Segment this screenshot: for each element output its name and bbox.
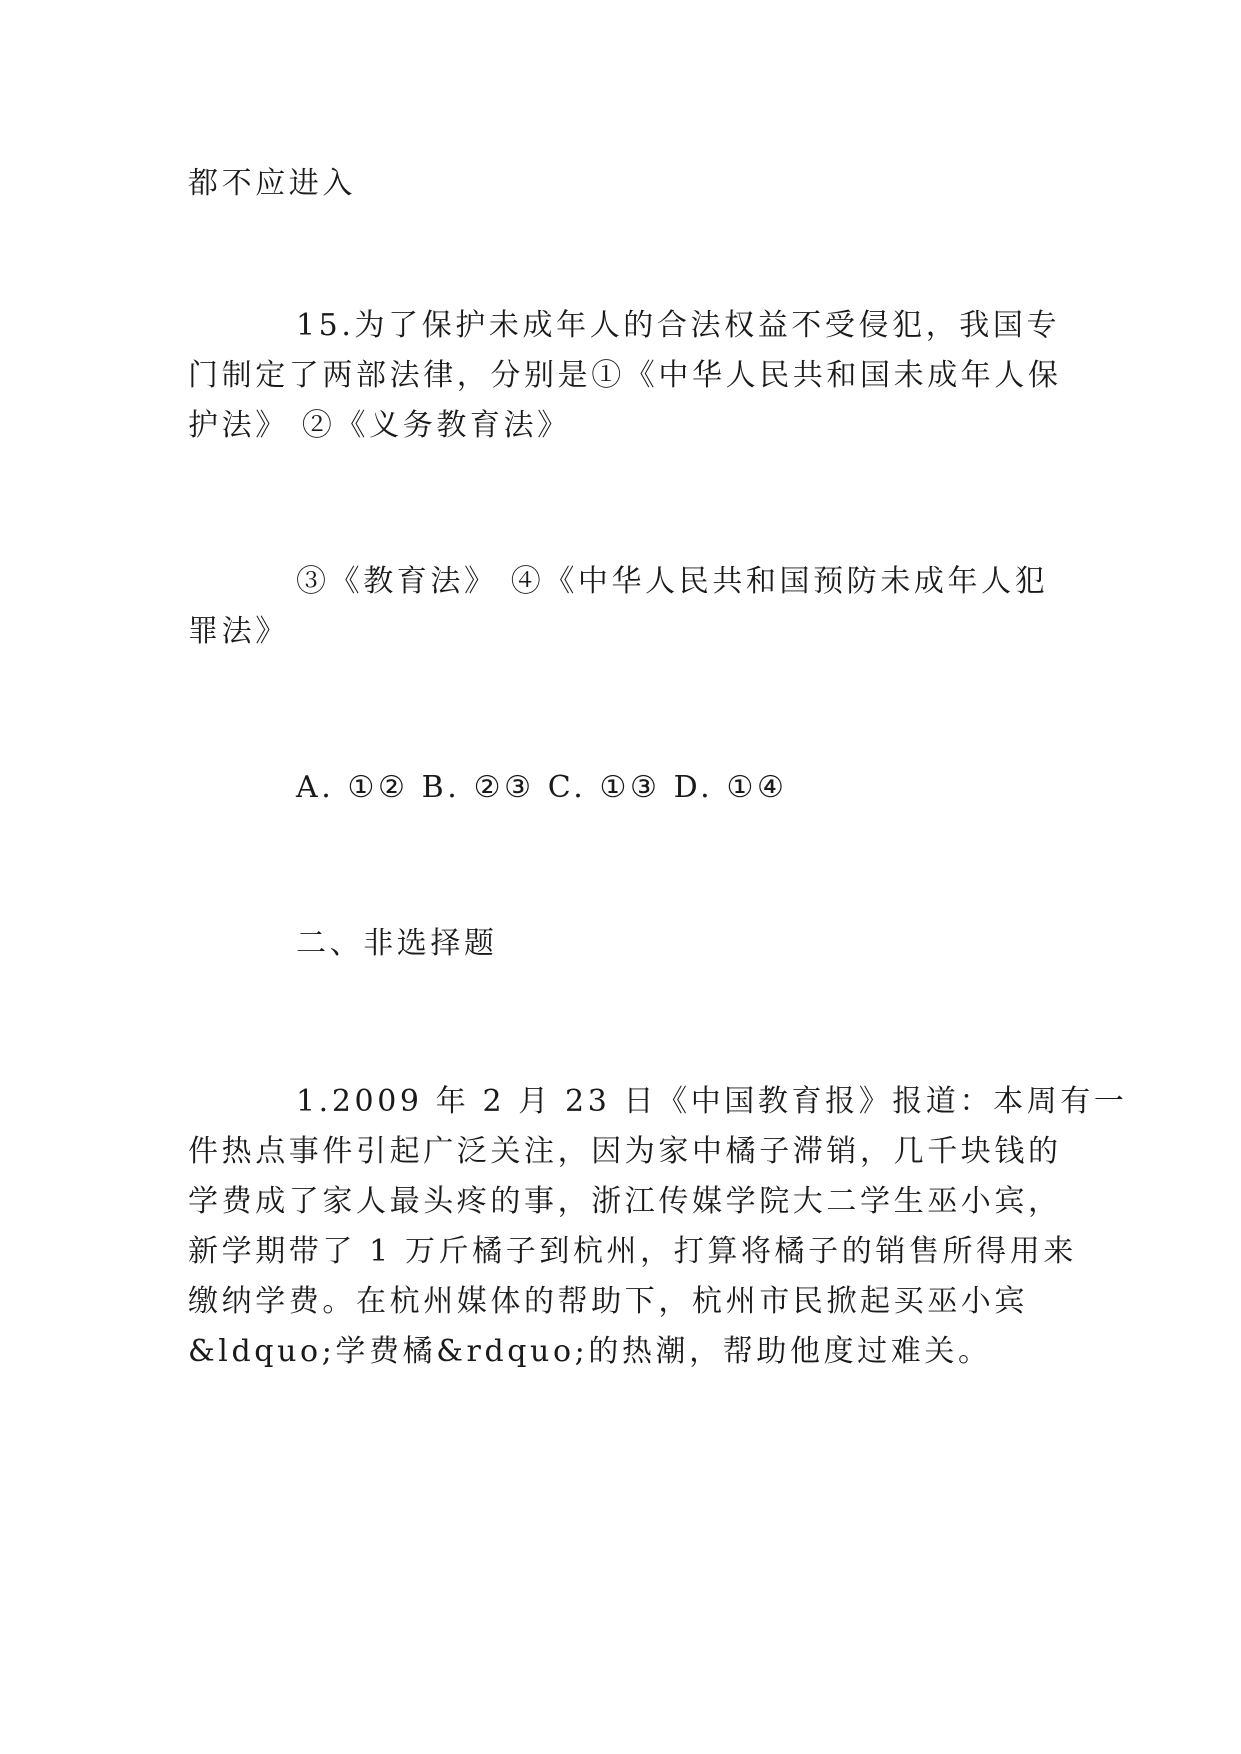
q1-line-4: 新学期带了 1 万斤橘子到杭州，打算将橘子的销售所得用来 xyxy=(188,1234,1077,1269)
q15-line-2: 门制定了两部法律，分别是①《中华人民共和国未成年人保 xyxy=(188,358,1062,393)
q15-options-line-1: ③《教育法》 ④《中华人民共和国预防未成年人犯 xyxy=(296,564,1049,599)
section-title: 二、非选择题 xyxy=(296,926,498,961)
prev-question-continuation: 都不应进入 xyxy=(188,166,356,201)
q1-line-1: 1.2009 年 2 月 23 日《中国教育报》报道：本周有一 xyxy=(296,1084,1128,1119)
q15-options-line-2: 罪法》 xyxy=(188,614,289,649)
q1-line-5: 缴纳学费。在杭州媒体的帮助下，杭州市民掀起买巫小宾 xyxy=(188,1284,1028,1319)
q1-line-2: 件热点事件引起广泛关注，因为家中橘子滞销，几千块钱的 xyxy=(188,1134,1062,1169)
q15-line-1: 15.为了保护未成年人的合法权益不受侵犯，我国专 xyxy=(296,308,1061,343)
q15-answer-choices: A. ①② B. ②③ C. ①③ D. ①④ xyxy=(296,770,788,805)
q1-line-6: &ldquo;学费橘&rdquo;的热潮，帮助他度过难关。 xyxy=(188,1334,992,1369)
q1-line-3: 学费成了家人最头疼的事，浙江传媒学院大二学生巫小宾， xyxy=(188,1184,1062,1219)
q15-line-3: 护法》 ②《义务教育法》 xyxy=(188,408,571,443)
